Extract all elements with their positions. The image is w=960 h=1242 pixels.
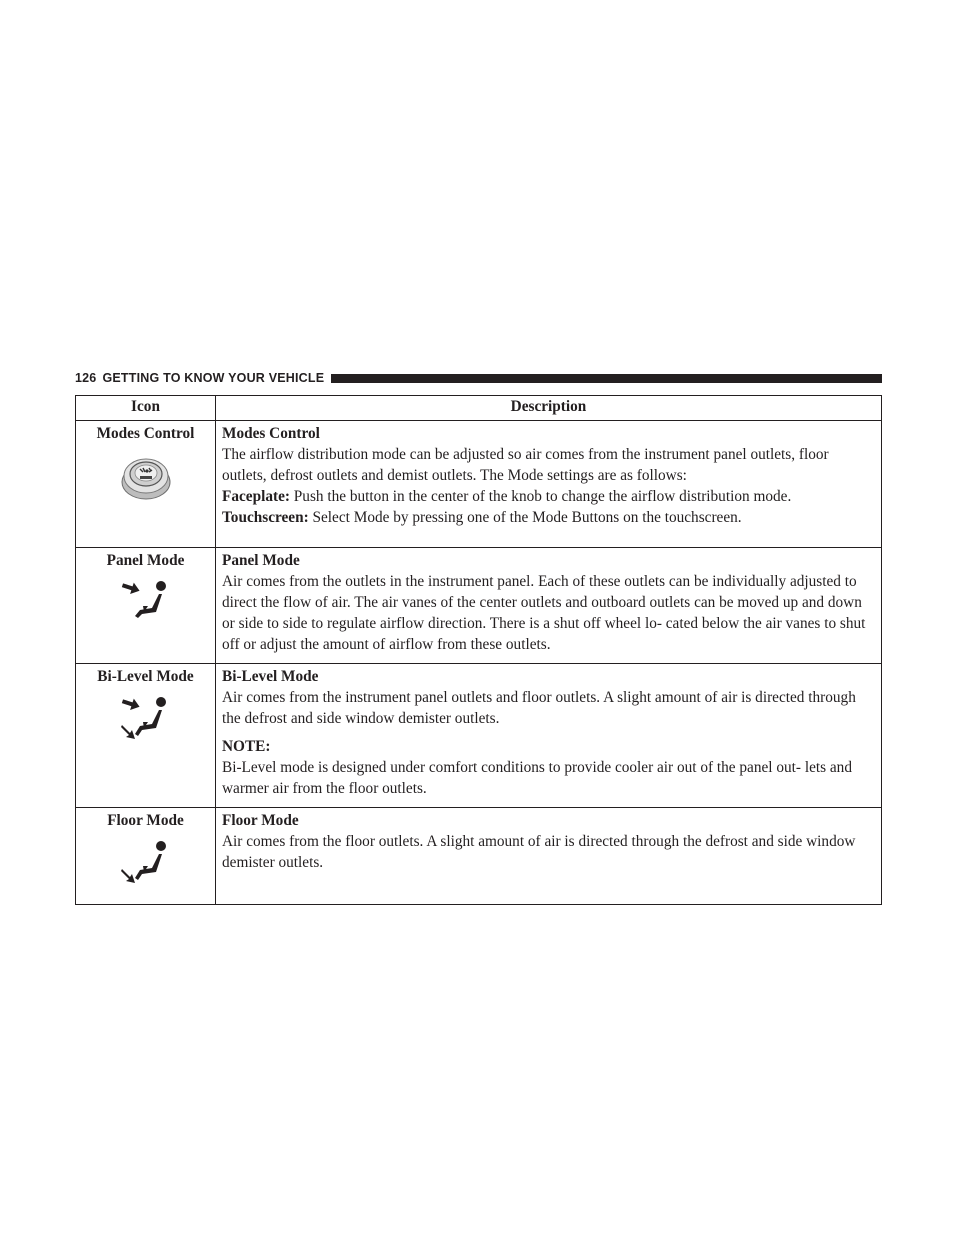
page-header bbox=[75, 369, 882, 387]
icon-cell bbox=[76, 808, 216, 905]
description-text: Air comes from the instrument panel outlets and floor outlets. A slight amount of air is directed through the defrost and side window demister outlets. bbox=[222, 689, 856, 727]
description-text: Air comes from the floor outlets. A slight amount of air is directed through the defrost and side window demister outlets. bbox=[222, 833, 856, 871]
description-title: Floor Mode bbox=[222, 812, 299, 829]
bi-level-mode-icon bbox=[118, 695, 174, 745]
table-row bbox=[76, 548, 882, 664]
modes-table bbox=[75, 395, 882, 905]
icon-cell bbox=[76, 421, 216, 548]
icon-label: Panel Mode bbox=[106, 552, 185, 569]
description-title: Modes Control bbox=[222, 425, 320, 442]
page-number: 126 bbox=[75, 371, 97, 385]
table-row bbox=[76, 664, 882, 808]
description-cell bbox=[216, 664, 882, 808]
description-text: The airflow distribution mode can be adjusted so air comes from the instrument panel outlets, floor outlets, defrost outlets and demist outlets. The Mode settings are as follows: bbox=[222, 446, 829, 484]
touchscreen-item bbox=[222, 507, 875, 528]
icon-label: Modes Control bbox=[96, 425, 195, 442]
note-text: Bi-Level mode is designed under comfort conditions to provide cooler air out of the panel out- lets and warmer air from the floor outlets. bbox=[222, 759, 852, 797]
description-title: Bi-Level Mode bbox=[222, 668, 319, 685]
column-header-icon: Icon bbox=[76, 396, 216, 421]
note-label: NOTE: bbox=[222, 738, 271, 755]
description-cell bbox=[216, 548, 882, 664]
icon-label: Floor Mode bbox=[107, 812, 184, 829]
faceplate-text: Push the button in the center of the knob to change the airflow distribution mode. bbox=[289, 488, 792, 505]
mode-knob-icon bbox=[119, 452, 173, 502]
faceplate-label: Faceplate: bbox=[222, 488, 290, 505]
column-header-description: Description bbox=[216, 396, 882, 421]
touchscreen-text: Select Mode by pressing one of the Mode Buttons on the touchscreen. bbox=[308, 509, 742, 526]
floor-mode-icon bbox=[118, 839, 174, 889]
description-cell bbox=[216, 808, 882, 905]
faceplate-item bbox=[222, 486, 875, 507]
icon-cell bbox=[76, 548, 216, 664]
table-row bbox=[76, 421, 882, 548]
touchscreen-label: Touchscreen: bbox=[222, 509, 309, 526]
section-title: GETTING TO KNOW YOUR VEHICLE bbox=[102, 371, 325, 385]
panel-mode-icon bbox=[118, 579, 174, 625]
description-text: Air comes from the outlets in the instrument panel. Each of these outlets can be individually adjusted to direct the flow of air. The air vanes of the center outlets and outboard outlets can be moved up and down or side to side to regulate airflow direction. There is a shut off wheel lo- cated below the air vanes to shut off or adjust the amount of airflow from these outlets. bbox=[222, 573, 866, 653]
header-rule bbox=[331, 374, 882, 383]
description-title: Panel Mode bbox=[222, 552, 300, 569]
icon-label: Bi-Level Mode bbox=[97, 668, 194, 685]
icon-cell bbox=[76, 664, 216, 808]
table-row bbox=[76, 808, 882, 905]
description-cell bbox=[216, 421, 882, 548]
table-header-row bbox=[76, 396, 882, 421]
